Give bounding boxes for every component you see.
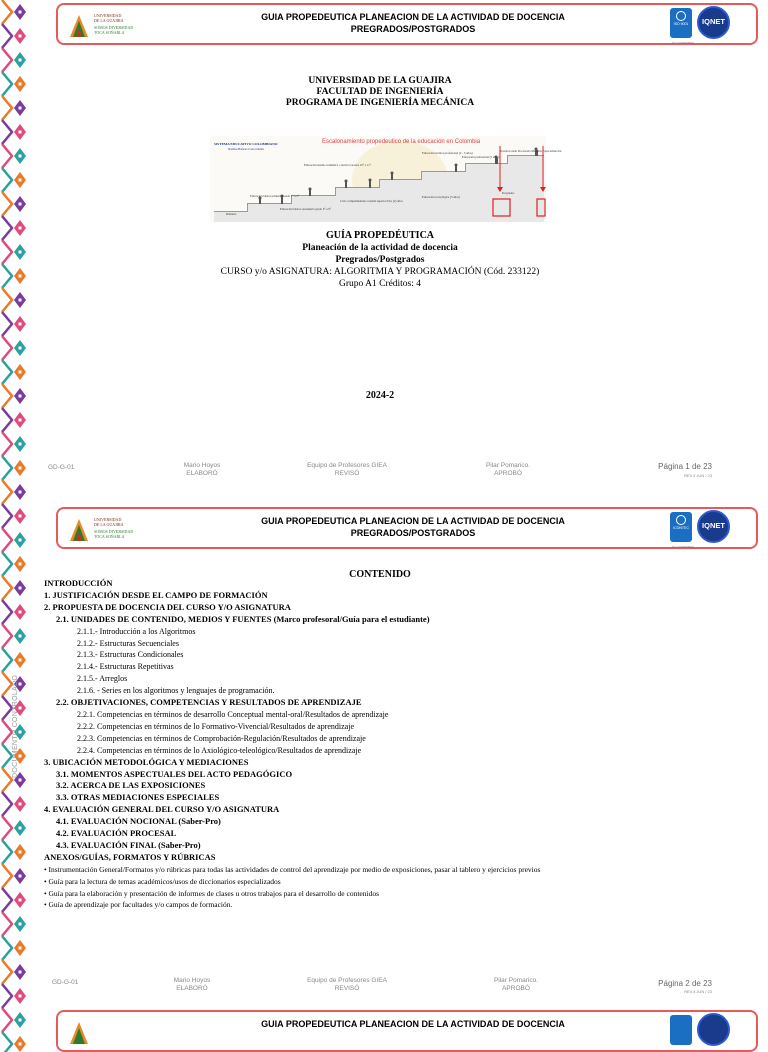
iqnet-cert-logo: IQNET	[697, 6, 730, 39]
document-code: GD-G-01	[52, 979, 79, 986]
svg-text:Educación media académica o té: Educación media académica o técnica Grados 10° a 11°	[304, 163, 371, 167]
decorative-border	[0, 0, 30, 1024]
page-header	[56, 1010, 758, 1052]
education-staircase-figure	[210, 136, 562, 222]
toc-item: 2.1.1.- Introducción a los Algoritmos	[77, 626, 196, 636]
cover-guide-info	[30, 230, 730, 290]
toc-item: 4.1. EVALUACIÓN NOCIONAL (Saber-Pro)	[56, 816, 221, 827]
svg-text:Educación técnica profesional: Educación técnica profesional (2 - 3 años)	[422, 151, 473, 155]
icontec-cert-logo: ISO 9001	[670, 8, 692, 38]
page-header: UNIVERSIDAD DE LA GUAJIRA SOMOS DIVERSIDAD TOCA SOÑARLA GUIA PROPEDEUTICA PLANEACION DE LA ACTIVIDAD DE DOCENCIA PREGRADOS/POSTGRADOS ICONTEC IQNET SC-CER000000	[56, 507, 758, 549]
header-title: GUIA PROPEDEUTICA PLANEACION DE LA ACTIVIDAD DE DOCENCIA PREGRADOS/POSTGRADOS	[261, 12, 565, 34]
toc-item: 3.2. ACERCA DE LAS EXPOSICIONES	[56, 780, 206, 791]
svg-text:Educación tecnológica (3 años): Educación tecnológica (3 años)	[422, 195, 460, 199]
toc-item: • Guía para la lectura de temas académicos/usos de diccionarios especializados	[44, 876, 281, 886]
university-logo-icon	[68, 1018, 90, 1046]
svg-text:Normas Básicas Concordadas: Normas Básicas Concordadas	[228, 147, 264, 151]
program-name: PROGRAMA DE INGENIERÍA MECÁNICA	[285, 98, 475, 108]
university-logo: UNIVERSIDAD DE LA GUAJIRA SOMOS DIVERSIDAD TOCA SOÑARLA	[68, 11, 140, 39]
svg-text:SISTEMA EDUCATIVO COLOMBIANO: SISTEMA EDUCATIVO COLOMBIANO	[214, 142, 278, 146]
aprobo: Pilar Pomarico. APROBÓ	[485, 462, 531, 477]
reviso: Equipo de Profesores GIEA REVISÓ	[307, 462, 387, 477]
university-logo	[68, 1018, 140, 1046]
page-1	[30, 0, 768, 500]
toc-item: 3.1. MOMENTOS ASPECTUALES DEL ACTO PEDAGÓGICO	[56, 768, 293, 779]
guide-subtitle: Planeación de la actividad de docencia	[302, 243, 458, 253]
toc-item: 2.1.3.- Estructuras Condicionales	[77, 650, 184, 660]
toc-item: 2.2. OBJETIVACIONES, COMPETENCIAS Y RESULTADOS DE APRENDIZAJE	[56, 697, 362, 708]
toc-item: 1. JUSTIFICACIÓN DESDE EL CAMPO DE FORMACIÓN	[44, 589, 268, 600]
border-pattern-icon	[0, 0, 30, 1024]
svg-text:Ciclo complementario normal su: Ciclo complementario normal superior Dos (2) años	[340, 199, 403, 203]
faculty-name: FACULTAD DE INGENIERÍA	[316, 87, 444, 97]
toc-item: • Guía de aprendizaje por facultades y/o campos de formación.	[44, 900, 233, 910]
university-logo: UNIVERSIDAD DE LA GUAJIRA SOMOS DIVERSIDAD TOCA SOÑARLA	[68, 515, 140, 543]
icontec-cert-logo: ICONTEC	[670, 512, 692, 542]
toc-item: 2.1.4.- Estructuras Repetitivas	[77, 662, 174, 672]
toc-item: 2.2.3. Competencias en términos de Comprobación-Regulación/Resultados de aprendizaje	[77, 733, 366, 743]
revision: REV.4 JUN / 23	[684, 473, 712, 478]
header-title: GUIA PROPEDEUTICA PLANEACION DE LA ACTIVIDAD DE DOCENCIA PREGRADOS/POSTGRADOS	[261, 516, 565, 538]
iqnet-cert-logo	[697, 1013, 730, 1046]
toc-item: 4. EVALUACIÓN GENERAL DEL CURSO Y/O ASIGNATURA	[44, 804, 280, 815]
page-header: UNIVERSIDAD DE LA GUAJIRA SOMOS DIVERSIDAD TOCA SOÑARLA GUIA PROPEDEUTICA PLANEACION DE LA ACTIVIDAD DE DOCENCIA PREGRADOS/POSTGRADOS ISO 9001 IQNET SC-CER000000	[56, 3, 758, 45]
page-number: Página 1 de 23	[658, 462, 712, 471]
iqnet-cert-logo: IQNET	[697, 510, 730, 543]
toc-item: INTRODUCCIÓN	[44, 578, 113, 588]
toc-item: 2.1. UNIDADES DE CONTENIDO, MEDIOS Y FUENTES (Marco profesoral/Guía para el estudiante)	[56, 613, 430, 624]
university-logo-icon	[68, 11, 90, 39]
toc-item: 3.3. OTRAS MEDIACIONES ESPECIALES	[56, 792, 220, 803]
toc-item: 4.2. EVALUACIÓN PROCESAL	[56, 828, 177, 839]
toc-item: 3. UBICACIÓN METODOLÓGICA Y MEDIACIONES	[44, 756, 249, 767]
svg-text:Educación básica secundaria gr: Educación básica secundaria grado 6° a 9°	[280, 207, 332, 211]
svg-text:Educación básica primaria Grad: Educación básica primaria Grado 1° a 5°	[250, 194, 300, 198]
cover-institution	[30, 76, 730, 109]
svg-text:Primaria: Primaria	[226, 212, 237, 216]
controlled-document-label: DOCUMENTO CONTROLADO	[12, 674, 19, 778]
course-name: CURSO y/o ASIGNATURA: ALGORITMIA Y PROGRAMACIÓN (Cód. 233122)	[220, 267, 540, 277]
guide-title: GUÍA PROPEDÉUTICA	[325, 230, 435, 241]
document-code: GD-G-01	[48, 464, 75, 471]
academic-period: 2024-2	[365, 390, 395, 401]
page-number: Página 2 de 23	[658, 979, 712, 988]
reviso: Equipo de Profesores GIEA REVISÓ	[307, 977, 387, 992]
toc-item: 2.1.6. - Series en los algoritmos y lenguajes de programación.	[77, 686, 275, 696]
toc-item: ANEXOS/GUÍAS, FORMATOS Y RÚBRICAS	[44, 851, 216, 862]
svg-text:Posgrados: Posgrados	[502, 191, 515, 195]
toc-item: • Instrumentación General/Formatos y/o rúbricas para todas las actividades de control del aprendizaje por medio de exposiciones, pasar al tablero y ejercicios previos	[44, 864, 541, 874]
toc-item: 2.1.5.- Arreglos	[77, 674, 128, 684]
page-3	[30, 1010, 768, 1050]
toc-item: 2. PROPUESTA DE DOCENCIA DEL CURSO Y/O ASIGNATURA	[44, 601, 291, 612]
toc-item: 2.1.2.- Estructuras Secuenciales	[77, 638, 179, 648]
icontec-cert-logo	[670, 1015, 692, 1045]
toc-item: • Guía para la elaboración y presentación de informes de clases u otros trabajos para el desarrollo de contenidos	[44, 888, 379, 898]
toc-item: 2.2.2. Competencias en términos de lo Formativo-Vivencial/Resultados de aprendizaje	[77, 721, 354, 731]
toc-title: CONTENIDO	[349, 569, 411, 580]
svg-text:Educación profesional (5 años): Educación profesional (5 años)	[462, 155, 500, 159]
toc-item: 2.2.1. Competencias en términos de desarrollo Conceptual mental-oral/Resultados de aprendizaje	[77, 709, 389, 719]
header-title: GUIA PROPEDEUTICA PLANEACION DE LA ACTIVIDAD DE DOCENCIA	[261, 1019, 565, 1029]
guide-level: Pregrados/Postgrados	[335, 255, 425, 265]
figure-title: Escalonamiento propedeutico de la educación en Colombia	[322, 139, 481, 145]
aprobo: Pilar Pomarico. APROBÓ	[493, 977, 539, 992]
svg-text:Postdoctorado Doctorado Maestr: Postdoctorado Doctorado Maestría Especialización	[500, 149, 562, 153]
toc-item: 4.3. EVALUACIÓN FINAL (Saber-Pro)	[56, 839, 201, 850]
course-group: Grupo A1 Créditos: 4	[338, 279, 422, 289]
university-name: UNIVERSIDAD DE LA GUAJIRA	[308, 76, 452, 86]
elaboro: Mario Hoyos ELABORÓ	[183, 462, 221, 477]
elaboro: Mario Hoyos ELABORÓ	[173, 977, 211, 992]
revision: REV.4 JUN / 23	[684, 989, 712, 994]
toc-item: 2.2.4. Competencias en términos de lo Axiológico-teleológico/Resultados de aprendizaje	[77, 745, 362, 755]
